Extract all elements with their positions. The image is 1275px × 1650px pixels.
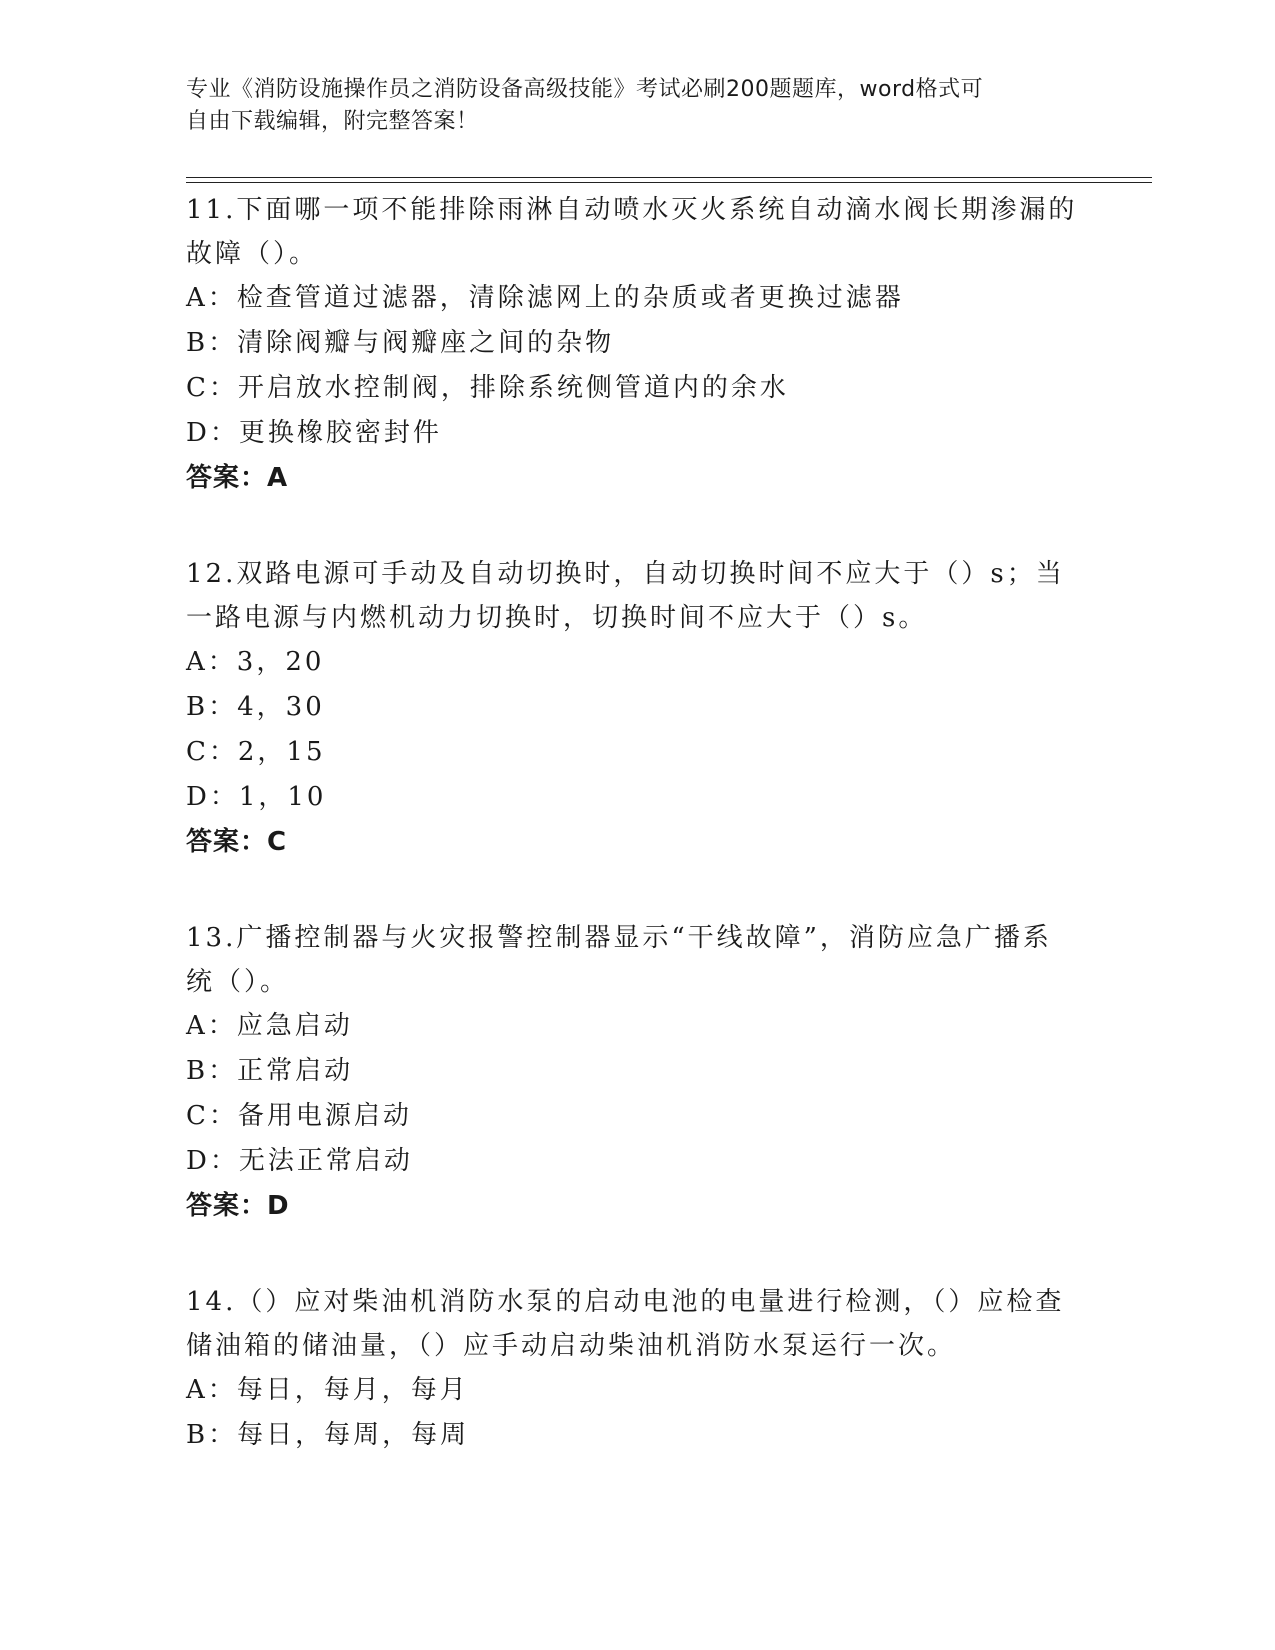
option-c: C：2，15: [186, 737, 326, 767]
question-stem-line-1: 13.广播控制器与火灾报警控制器显示“干线故障”，消防应急广播系: [186, 923, 1052, 953]
option-c: C：备用电源启动: [186, 1101, 412, 1131]
question-11: [186, 188, 1086, 501]
question-stem-line-1: 11.下面哪一项不能排除雨淋自动喷水灭火系统自动滴水阀长期渗漏的: [186, 195, 1078, 225]
option-b: B：每日，每周，每周: [186, 1420, 470, 1450]
question-stem-line-2: 故障（）。: [186, 239, 319, 269]
question-12: [186, 552, 1086, 865]
option-b: B：正常启动: [186, 1056, 354, 1086]
question-stem-line-2: 储油箱的储油量，（）应手动启动柴油机消防水泵运行一次。: [186, 1331, 957, 1361]
header-divider-top: [186, 177, 1152, 178]
document-header: [186, 74, 1066, 138]
option-a: A：应急启动: [186, 1011, 353, 1041]
header-line-2: 自由下载编辑，附完整答案！: [186, 109, 479, 134]
question-stem-line-2: 一路电源与内燃机动力切换时，切换时间不应大于（）s。: [186, 603, 928, 633]
answer: 答案：D: [186, 1191, 290, 1221]
option-b: B：4，30: [186, 692, 325, 722]
question-13: [186, 916, 1086, 1229]
header-divider-bottom: [186, 182, 1152, 183]
option-a: A：3，20: [186, 647, 325, 677]
option-a: A：检查管道过滤器，清除滤网上的杂质或者更换过滤器: [186, 283, 904, 313]
question-stem-line-1: 14.（）应对柴油机消防水泵的启动电池的电量进行检测，（）应检查: [186, 1287, 1065, 1317]
option-b: B：清除阀瓣与阀瓣座之间的杂物: [186, 328, 615, 358]
header-line-1: 专业《消防设施操作员之消防设备高级技能》考试必刷200题题库，word格式可: [186, 77, 984, 102]
option-a: A：每日，每月，每月: [186, 1375, 469, 1405]
answer: 答案：A: [186, 463, 289, 493]
question-stem-line-1: 12.双路电源可手动及自动切换时，自动切换时间不应大于（）s；当: [186, 559, 1065, 589]
option-d: D：1，10: [186, 782, 327, 812]
option-c: C：开启放水控制阀，排除系统侧管道内的余水: [186, 373, 789, 403]
option-d: D：更换橡胶密封件: [186, 418, 442, 448]
question-stem-line-2: 统（）。: [186, 967, 290, 997]
option-d: D：无法正常启动: [186, 1146, 413, 1176]
answer: 答案：C: [186, 827, 288, 857]
question-14: [186, 1280, 1086, 1458]
